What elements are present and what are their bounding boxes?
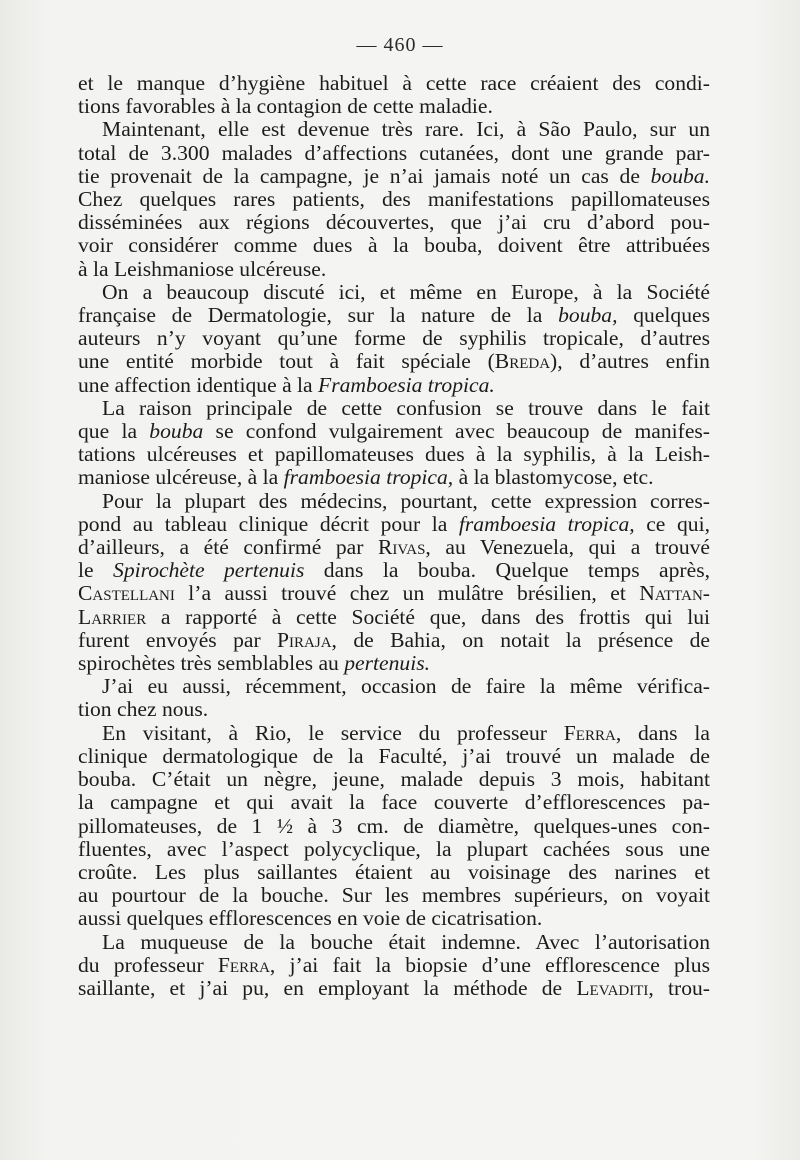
italic-run: pertenuis. [344,651,431,676]
text-run: disséminées aux régions découvertes, que j’ai cru d’abord pou- [78,210,710,235]
text-run: En visitant, à Rio, le service du professeur [102,720,564,745]
text-line [78,536,710,559]
italic-run: bouba, [558,303,618,328]
text-run: aussi quelques efflorescences en voie de cicatrisation. [78,906,543,931]
italic-run: bouba. [650,163,710,188]
text-run: , j’ai fait la biopsie d’une efflorescence plus [269,952,710,977]
text-line [78,466,710,489]
text-line [78,791,710,814]
text-run: , au Venezuela, qui a trouvé [425,535,710,560]
text-run: à la Leishmaniose ulcéreuse. [78,256,327,281]
text-run: maniose ulcéreuse, à la [78,465,284,490]
text-run: saillante, et j’ai pu, en employant la méthode de [78,975,577,1000]
text-line [78,745,710,768]
text-run: une entité morbide tout à fait spéciale ( [78,349,495,374]
text-run: française de Dermatologie, sur la nature de la [78,303,559,328]
text-run: ce qui, [634,511,710,536]
text-line [78,606,710,629]
text-run: auteurs n’y voyant qu’une forme de syphilis tropicale, d’autres [78,326,710,351]
text-line [78,258,710,281]
text-line [78,211,710,234]
small-caps-name: Nattan- [639,581,710,606]
small-caps-name: Larrier [78,604,147,629]
text-line [78,861,710,884]
text-run: que la [78,419,150,444]
text-line [78,490,710,513]
text-line [78,675,710,698]
text-line [78,420,710,443]
text-run: tion chez nous. [78,697,209,722]
text-run: l’a aussi trouvé chez un mulâtre brésilien, et [174,581,640,606]
text-run: se confond vulgairement avec beaucoup de manifes- [203,419,710,444]
text-line [78,118,710,141]
small-caps-name: Piraja [277,627,332,652]
text-line [78,629,710,652]
small-caps-name: Castellani [78,581,175,606]
text-run: On a beaucoup discuté ici, et même en Europe, à la Société [102,279,710,304]
text-line [78,142,710,165]
text-line [78,907,710,930]
text-line [78,443,710,466]
text-run: , de Bahia, on notait la présence de [331,627,710,652]
small-caps-name: Ferra [217,952,270,977]
italic-run: Framboesia tropica. [318,372,495,397]
text-line [78,397,710,420]
italic-run: bouba [149,419,204,444]
text-line [78,165,710,188]
text-run: la campagne et qui avait la face couverte d’efflorescences pa- [78,790,710,815]
text-run: a rapporté à cette Société que, dans des frottis qui lui [146,604,710,629]
text-line [78,698,710,721]
text-run: tions favorables à la contagion de cette maladie. [78,94,493,119]
text-line [78,884,710,907]
text-run: le [78,558,114,583]
body-text [78,72,710,1000]
small-caps-name: Breda [494,349,551,374]
page-number: — 460 — [356,34,444,56]
text-run: ), d’autres enfin [550,349,710,374]
text-run: Chez quelques rares patients, des manifestations papillomateuses [78,187,710,212]
text-run: quelques [617,303,710,328]
text-run: La muqueuse de la bouche était indemne. Avec l’autorisation [102,929,710,954]
text-run: Maintenant, elle est devenue très rare. Ici, à São Paulo, sur un [102,117,710,142]
text-run: au pourtour de la bouche. Sur les membres supérieurs, on voyait [78,883,710,908]
text-line [78,652,710,675]
text-line [78,327,710,350]
text-line [78,977,710,1000]
text-line [78,815,710,838]
text-line [78,954,710,977]
text-line [78,559,710,582]
small-caps-name: Rivas [377,535,426,560]
text-line [78,281,710,304]
text-run: spirochètes très semblables au [78,651,345,676]
text-run: , dans la [615,720,710,745]
text-line [78,374,710,397]
text-run: La raison principale de cette confusion se trouve dans le fait [102,395,710,420]
text-run: pond au tableau clinique décrit pour la [78,511,459,536]
text-line [78,304,710,327]
text-run: voir considérer comme dues à la bouba, doivent être attribuées [78,233,710,258]
text-line [78,768,710,791]
text-line [78,188,710,211]
small-caps-name: Ferra [563,720,616,745]
text-line [78,513,710,536]
text-run: tie provenait de la campagne, je n’ai jamais noté un cas de [78,163,651,188]
text-run: une affection identique à la [78,372,319,397]
text-run: bouba. C’était un nègre, jeune, malade depuis 3 mois, habitant [78,767,710,792]
italic-run: framboesia tropica, [283,465,454,490]
italic-run: framboesia tropica, [458,511,635,536]
text-line [78,582,710,605]
text-line [78,234,710,257]
italic-run: Spirochète pertenuis [113,558,305,583]
text-run: clinique dermatologique de la Faculté, j’ai trouvé un malade de [78,743,710,768]
text-line [78,72,710,95]
text-run: pillomateuses, de 1 ½ à 3 cm. de diamètre, quelques-unes con- [78,813,710,838]
text-run: J’ai eu aussi, récemment, occasion de faire la même vérifica- [102,674,710,699]
text-run: fluentes, avec l’aspect polycyclique, la plupart cachées sous une [78,836,710,861]
text-run: , trou- [648,975,710,1000]
text-run: du professeur [78,952,218,977]
text-run: Pour la plupart des médecins, pourtant, cette expression corres- [102,488,710,513]
text-run: croûte. Les plus saillantes étaient au voisinage des narines et [78,859,710,884]
text-run: dans la bouba. Quelque temps après, [304,558,711,583]
text-line [78,838,710,861]
text-run: et le manque d’hygiène habituel à cette race créaient des condi- [78,71,710,95]
text-line [78,722,710,745]
text-line [78,95,710,118]
text-line [78,931,710,954]
text-line [78,350,710,373]
small-caps-name: Levaditi [576,975,649,1000]
text-run: furent envoyés par [78,627,278,652]
text-run: total de 3.300 malades d’affections cutanées, dont une grande par- [78,140,710,165]
text-run: tations ulcéreuses et papillomateuses dues à la syphilis, à la Leish- [78,442,710,467]
text-run: d’ailleurs, a été confirmé par [78,535,378,560]
text-run: à la blastomycose, etc. [453,465,654,490]
